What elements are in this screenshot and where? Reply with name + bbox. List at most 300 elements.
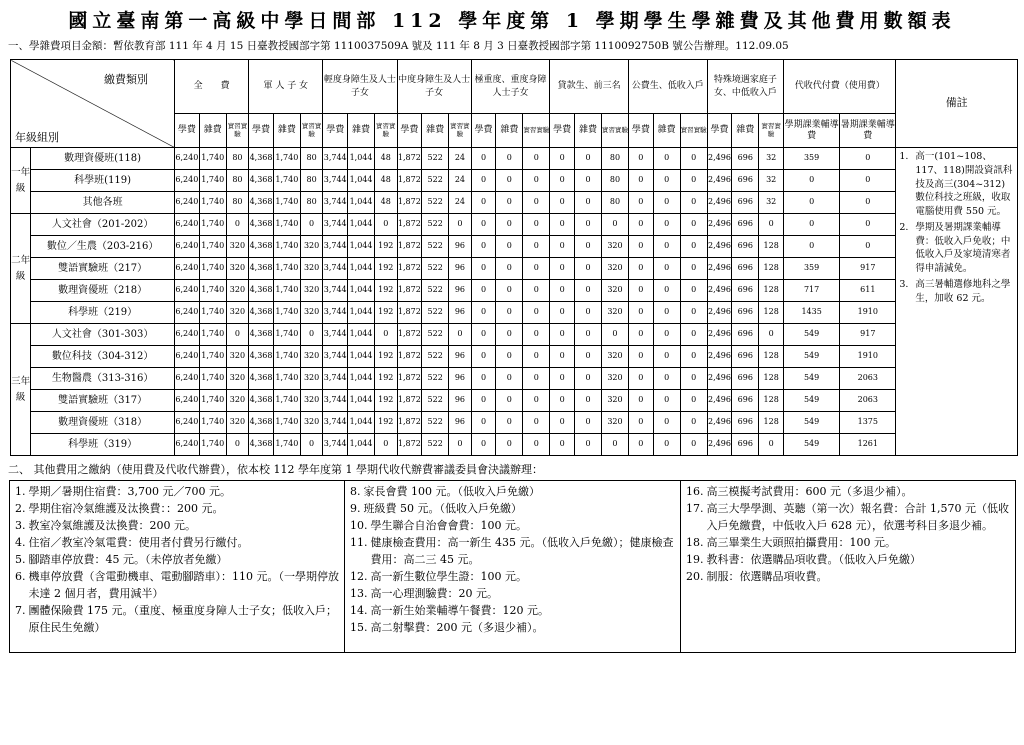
other-fee-item xyxy=(15,602,339,636)
fee-cell: 0 xyxy=(471,258,496,280)
class-name: 人文社會（201-202） xyxy=(31,214,175,236)
table-row xyxy=(11,390,1018,412)
fee-cell: 2,496 xyxy=(707,236,732,258)
class-name: 科學班（319） xyxy=(31,434,175,456)
fee-cell: 0 xyxy=(784,214,840,236)
table-row xyxy=(11,368,1018,390)
remark-text: 高一(101~108、117、118)開設資訊科技及高三(304~312)數位科技之班級，收取電腦使用費 550 元。 xyxy=(915,151,1013,218)
sub-header: 雜費 xyxy=(348,114,375,148)
sub-header: 學費 xyxy=(550,114,575,148)
fee-cell: 2,496 xyxy=(707,390,732,412)
fee-cell: 128 xyxy=(759,302,784,324)
fee-cell: 1,872 xyxy=(397,214,422,236)
fee-cell: 32 xyxy=(759,148,784,170)
fee-cell: 128 xyxy=(759,280,784,302)
fee-cell: 320 xyxy=(601,390,628,412)
class-name: 數理資優班（218） xyxy=(31,280,175,302)
class-name: 數位科技（304-312） xyxy=(31,346,175,368)
fee-cell: 0 xyxy=(653,434,680,456)
item-text: 教室冷氣維護及汰換費：200 元。 xyxy=(28,519,196,533)
grade-label: 二年級 xyxy=(11,214,31,324)
fee-cell: 80 xyxy=(300,170,323,192)
fee-cell: 696 xyxy=(732,368,759,390)
other-fees-table xyxy=(9,480,1016,653)
group-header: 中度身障生及人士子女 xyxy=(397,60,471,114)
fee-cell: 0 xyxy=(550,280,575,302)
fee-cell: 6,240 xyxy=(175,324,200,346)
item-number: 5. xyxy=(15,553,26,567)
fee-cell: 1,044 xyxy=(348,170,375,192)
fee-cell: 0 xyxy=(550,258,575,280)
fee-cell: 0 xyxy=(375,434,398,456)
fee-cell: 0 xyxy=(471,346,496,368)
fee-cell: 0 xyxy=(653,148,680,170)
fee-cell: 0 xyxy=(550,434,575,456)
sub-header: 學費 xyxy=(249,114,274,148)
fee-cell: 4,368 xyxy=(249,258,274,280)
item-number: 1. xyxy=(15,485,26,498)
fee-cell: 0 xyxy=(653,324,680,346)
table-row xyxy=(11,192,1018,214)
sub-header: 雜費 xyxy=(199,114,226,148)
fee-cell: 522 xyxy=(422,346,449,368)
other-fee-item xyxy=(686,568,1010,585)
fee-cell: 1,044 xyxy=(348,412,375,434)
fee-cell: 4,368 xyxy=(249,434,274,456)
group-header: 全 費 xyxy=(175,60,249,114)
fee-cell: 0 xyxy=(680,368,707,390)
remark-number: 3. xyxy=(899,278,909,290)
fee-cell: 6,240 xyxy=(175,412,200,434)
fee-cell: 0 xyxy=(471,280,496,302)
fee-cell: 1,740 xyxy=(199,236,226,258)
item-text: 腳踏車停放費：45 元。（未停放者免繳） xyxy=(28,553,228,567)
fee-cell: 4,368 xyxy=(249,148,274,170)
fee-cell: 1,872 xyxy=(397,258,422,280)
sub-header: 實習實驗 xyxy=(226,114,249,148)
class-name: 雙語實驗班（317） xyxy=(31,390,175,412)
class-name: 科學班（219） xyxy=(31,302,175,324)
sub-header: 學費 xyxy=(707,114,732,148)
fee-cell: 1,740 xyxy=(199,192,226,214)
fee-cell: 1,044 xyxy=(348,390,375,412)
fee-cell: 0 xyxy=(653,280,680,302)
fee-cell: 0 xyxy=(523,324,550,346)
fee-cell: 192 xyxy=(375,368,398,390)
fee-cell: 0 xyxy=(628,434,653,456)
fee-cell: 1,044 xyxy=(348,214,375,236)
item-text: 班級費 50 元。（低收入戶免繳） xyxy=(363,502,522,516)
fee-cell: 696 xyxy=(732,390,759,412)
fee-cell: 1,872 xyxy=(397,236,422,258)
fee-cell: 3,744 xyxy=(323,368,348,390)
fee-cell: 6,240 xyxy=(175,368,200,390)
fee-cell: 192 xyxy=(375,346,398,368)
fee-cell: 0 xyxy=(523,346,550,368)
fee-cell: 0 xyxy=(680,280,707,302)
fee-cell: 192 xyxy=(375,280,398,302)
remarks-list xyxy=(899,150,1014,305)
fee-cell: 696 xyxy=(732,236,759,258)
item-number: 2. xyxy=(15,502,26,516)
fee-cell: 0 xyxy=(680,302,707,324)
fee-cell: 0 xyxy=(680,434,707,456)
fee-cell: 0 xyxy=(628,368,653,390)
table-row xyxy=(11,148,1018,170)
fee-cell: 320 xyxy=(226,236,249,258)
item-number: 11. xyxy=(350,536,368,550)
fee-cell: 0 xyxy=(300,324,323,346)
remark-item xyxy=(899,221,1014,276)
fee-cell: 0 xyxy=(496,434,523,456)
fee-cell: 0 xyxy=(601,434,628,456)
other-fee-item xyxy=(15,500,339,517)
fee-cell: 192 xyxy=(375,412,398,434)
fee-cell: 0 xyxy=(680,258,707,280)
fee-cell: 1910 xyxy=(840,346,896,368)
fee-cell: 320 xyxy=(300,368,323,390)
fee-cell: 0 xyxy=(653,258,680,280)
fee-cell: 80 xyxy=(601,170,628,192)
fee-table xyxy=(10,59,1018,456)
fee-cell: 320 xyxy=(226,412,249,434)
fee-cell: 1,044 xyxy=(348,258,375,280)
fee-cell: 0 xyxy=(523,412,550,434)
fee-cell: 4,368 xyxy=(249,236,274,258)
fee-cell: 1,740 xyxy=(273,280,300,302)
class-name: 數理資優班(118) xyxy=(31,148,175,170)
fee-cell: 320 xyxy=(226,346,249,368)
fee-cell: 1,872 xyxy=(397,280,422,302)
fee-cell: 6,240 xyxy=(175,170,200,192)
item-number: 15. xyxy=(350,621,368,635)
fee-cell: 0 xyxy=(680,214,707,236)
fee-cell: 0 xyxy=(375,214,398,236)
fee-cell: 1,740 xyxy=(273,346,300,368)
fee-cell: 522 xyxy=(422,148,449,170)
remarks-header: 備註 xyxy=(896,60,1018,148)
fee-cell: 717 xyxy=(784,280,840,302)
fee-cell: 1,872 xyxy=(397,346,422,368)
fee-cell: 917 xyxy=(840,258,896,280)
item-text: 高二射擊費：200 元（多退少補）。 xyxy=(370,621,544,635)
fee-cell: 1,740 xyxy=(273,148,300,170)
item-text: 團體保險費 175 元。（重度、極重度身障人士子女；低收入戶；原住民生免繳） xyxy=(28,604,337,635)
fee-cell: 128 xyxy=(759,390,784,412)
remark-number: 1. xyxy=(899,151,909,162)
fee-cell: 522 xyxy=(422,302,449,324)
fee-cell: 0 xyxy=(653,368,680,390)
fee-cell: 2063 xyxy=(840,368,896,390)
fee-cell: 320 xyxy=(601,302,628,324)
table-corner-header xyxy=(11,60,175,148)
other-fee-item xyxy=(686,551,1010,568)
sub-header: 實習實驗 xyxy=(601,114,628,148)
fee-cell: 320 xyxy=(226,390,249,412)
fee-cell: 192 xyxy=(375,302,398,324)
group-header: 軍 人 子 女 xyxy=(249,60,323,114)
fee-cell: 0 xyxy=(449,324,472,346)
fee-cell: 0 xyxy=(653,192,680,214)
fee-cell: 96 xyxy=(449,236,472,258)
fee-cell: 320 xyxy=(300,258,323,280)
fee-cell: 0 xyxy=(628,236,653,258)
fee-cell: 2,496 xyxy=(707,434,732,456)
fee-cell: 0 xyxy=(523,236,550,258)
fee-cell: 3,744 xyxy=(323,148,348,170)
fee-cell: 1,044 xyxy=(348,302,375,324)
fee-cell: 0 xyxy=(496,368,523,390)
fee-cell: 128 xyxy=(759,236,784,258)
fee-cell: 0 xyxy=(496,324,523,346)
fee-cell: 0 xyxy=(680,324,707,346)
fee-cell: 6,240 xyxy=(175,346,200,368)
fee-cell: 1910 xyxy=(840,302,896,324)
item-text: 高一心理測驗費：20 元。 xyxy=(370,587,498,601)
fee-cell: 0 xyxy=(628,302,653,324)
fee-cell: 0 xyxy=(575,324,602,346)
fee-cell: 320 xyxy=(601,236,628,258)
fee-cell: 0 xyxy=(628,192,653,214)
fee-cell: 0 xyxy=(784,236,840,258)
fee-cell: 1,872 xyxy=(397,302,422,324)
fee-cell: 320 xyxy=(226,368,249,390)
other-fee-item xyxy=(15,551,339,568)
fee-cell: 522 xyxy=(422,324,449,346)
fee-cell: 3,744 xyxy=(323,412,348,434)
fee-cell: 1,044 xyxy=(348,280,375,302)
fee-cell: 0 xyxy=(680,390,707,412)
fee-cell: 0 xyxy=(471,148,496,170)
fee-cell: 2,496 xyxy=(707,346,732,368)
fee-cell: 0 xyxy=(575,390,602,412)
fee-cell: 522 xyxy=(422,390,449,412)
fee-cell: 1,872 xyxy=(397,390,422,412)
fee-cell: 0 xyxy=(550,346,575,368)
table-row xyxy=(11,412,1018,434)
fee-cell: 0 xyxy=(550,148,575,170)
fee-cell: 0 xyxy=(449,434,472,456)
other-fee-item xyxy=(686,500,1010,534)
sub-header: 實習實驗 xyxy=(523,114,550,148)
fee-cell: 6,240 xyxy=(175,258,200,280)
fee-cell: 0 xyxy=(523,258,550,280)
class-name: 科學班(119) xyxy=(31,170,175,192)
fee-cell: 0 xyxy=(680,346,707,368)
fee-cell: 0 xyxy=(680,412,707,434)
item-text: 教科書：依選購品項收費。（低收入戶免繳） xyxy=(706,553,921,567)
other-fee-item xyxy=(350,602,675,619)
fee-cell: 0 xyxy=(628,412,653,434)
fee-cell: 549 xyxy=(784,412,840,434)
fee-cell: 0 xyxy=(575,434,602,456)
fee-cell: 0 xyxy=(523,434,550,456)
fee-cell: 0 xyxy=(575,412,602,434)
fee-cell: 0 xyxy=(840,192,896,214)
fee-cell: 320 xyxy=(601,412,628,434)
fee-cell: 80 xyxy=(300,192,323,214)
fee-cell: 6,240 xyxy=(175,302,200,324)
fee-cell: 2,496 xyxy=(707,148,732,170)
fee-cell: 696 xyxy=(732,170,759,192)
fee-cell: 1,740 xyxy=(199,324,226,346)
fee-cell: 0 xyxy=(496,148,523,170)
grade-group-header: 年級組別 xyxy=(15,130,59,144)
table-row xyxy=(11,434,1018,456)
fee-cell: 1,872 xyxy=(397,170,422,192)
fee-cell: 48 xyxy=(375,170,398,192)
fee-cell: 0 xyxy=(575,192,602,214)
fee-cell: 0 xyxy=(496,390,523,412)
fee-cell: 0 xyxy=(840,148,896,170)
fee-cell: 320 xyxy=(601,280,628,302)
grade-label: 三年級 xyxy=(11,324,31,456)
fee-cell: 4,368 xyxy=(249,170,274,192)
fee-cell: 6,240 xyxy=(175,280,200,302)
fee-cell: 549 xyxy=(784,368,840,390)
fee-cell: 80 xyxy=(226,148,249,170)
fee-cell: 0 xyxy=(523,170,550,192)
fee-cell: 1,740 xyxy=(199,148,226,170)
fee-cell: 0 xyxy=(550,192,575,214)
tutoring-fee-header: 暑期課業輔導費 xyxy=(840,114,896,148)
fee-cell: 6,240 xyxy=(175,434,200,456)
remark-number: 2. xyxy=(899,221,909,233)
grade-label: 一年級 xyxy=(11,148,31,214)
fee-cell: 1,740 xyxy=(199,390,226,412)
item-text: 學期住宿冷氣維護及汰換費：：200 元。 xyxy=(28,502,224,516)
fee-cell: 696 xyxy=(732,302,759,324)
fee-cell: 2,496 xyxy=(707,368,732,390)
sub-header: 雜費 xyxy=(732,114,759,148)
sub-header: 學費 xyxy=(471,114,496,148)
item-text: 住宿／教室冷氣電費：使用者付費另行繳付。 xyxy=(28,536,249,550)
fee-cell: 0 xyxy=(575,258,602,280)
item-number: 10. xyxy=(350,519,368,533)
fee-cell: 696 xyxy=(732,346,759,368)
fee-cell: 0 xyxy=(550,324,575,346)
fee-cell: 1,044 xyxy=(348,236,375,258)
fee-cell: 96 xyxy=(449,368,472,390)
class-name: 人文社會（301-303） xyxy=(31,324,175,346)
fee-cell: 80 xyxy=(300,148,323,170)
fee-cell: 0 xyxy=(784,192,840,214)
fee-cell: 320 xyxy=(300,302,323,324)
fee-cell: 1,872 xyxy=(397,148,422,170)
class-name: 數理資優班（318） xyxy=(31,412,175,434)
sub-header: 實習實驗 xyxy=(759,114,784,148)
sub-header: 雜費 xyxy=(422,114,449,148)
fee-cell: 3,744 xyxy=(323,170,348,192)
group-header: 貸款生、前三名 xyxy=(550,60,629,114)
fee-cell: 0 xyxy=(759,214,784,236)
fee-cell: 1,740 xyxy=(273,368,300,390)
item-number: 16. xyxy=(686,485,704,498)
fee-cell: 80 xyxy=(601,148,628,170)
item-number: 4. xyxy=(15,536,26,550)
fee-cell: 320 xyxy=(300,412,323,434)
fee-cell: 1,044 xyxy=(348,346,375,368)
fee-cell: 917 xyxy=(840,324,896,346)
fee-cell: 549 xyxy=(784,390,840,412)
fee-cell: 4,368 xyxy=(249,412,274,434)
fee-cell: 522 xyxy=(422,170,449,192)
fee-cell: 192 xyxy=(375,390,398,412)
fee-cell: 24 xyxy=(449,170,472,192)
fee-cell: 0 xyxy=(550,368,575,390)
fee-cell: 0 xyxy=(784,170,840,192)
fee-cell: 128 xyxy=(759,346,784,368)
fee-cell: 4,368 xyxy=(249,390,274,412)
fee-cell: 0 xyxy=(628,214,653,236)
fee-cell: 0 xyxy=(575,280,602,302)
other-fees-column xyxy=(10,481,345,653)
fee-cell: 0 xyxy=(653,170,680,192)
group-header: 極重度、重度身障人士子女 xyxy=(471,60,550,114)
fee-cell: 0 xyxy=(471,236,496,258)
fee-cell: 3,744 xyxy=(323,280,348,302)
fee-cell: 0 xyxy=(523,280,550,302)
fee-cell: 522 xyxy=(422,434,449,456)
class-name: 生物醫農（313-316） xyxy=(31,368,175,390)
other-fee-item xyxy=(15,568,339,602)
fee-cell: 0 xyxy=(628,390,653,412)
item-text: 高三模擬考試費用：600 元（多退少補）。 xyxy=(706,485,913,498)
remark-text: 高三暑輔選修地科之學生，加收 62 元。 xyxy=(915,278,1011,304)
fee-cell: 192 xyxy=(375,258,398,280)
fee-cell: 3,744 xyxy=(323,434,348,456)
remarks-cell xyxy=(896,148,1018,456)
fee-cell: 1,872 xyxy=(397,434,422,456)
fee-cell: 522 xyxy=(422,214,449,236)
fee-cell: 0 xyxy=(496,192,523,214)
item-text: 家長會費 100 元。（低收入戶免繳） xyxy=(363,485,540,498)
fee-cell: 80 xyxy=(226,170,249,192)
fee-cell: 696 xyxy=(732,148,759,170)
fee-cell: 80 xyxy=(601,192,628,214)
sub-header: 雜費 xyxy=(496,114,523,148)
fee-cell: 0 xyxy=(628,324,653,346)
item-text: 高三大學學測、英聽（第一次）報名費：合計 1,570 元（低收入戶免繳費，中低收入戶 628 元），依選考科目多退少補。 xyxy=(706,502,1009,533)
fee-cell: 4,368 xyxy=(249,280,274,302)
fee-cell: 128 xyxy=(759,368,784,390)
fee-cell: 1,044 xyxy=(348,434,375,456)
table-row xyxy=(11,302,1018,324)
fee-cell: 0 xyxy=(471,214,496,236)
fee-cell: 320 xyxy=(601,368,628,390)
fee-cell: 0 xyxy=(575,236,602,258)
group-header: 代收代付費（使用費） xyxy=(784,60,896,114)
fee-cell: 0 xyxy=(653,346,680,368)
fee-cell: 0 xyxy=(496,214,523,236)
sub-header: 實習實驗 xyxy=(375,114,398,148)
fee-cell: 696 xyxy=(732,214,759,236)
fee-cell: 3,744 xyxy=(323,302,348,324)
fee-cell: 0 xyxy=(550,214,575,236)
fee-cell: 4,368 xyxy=(249,192,274,214)
fee-cell: 0 xyxy=(628,148,653,170)
item-text: 健康檢查費用：高一新生 435 元。（低收入戶免繳）；健康檢查費用：高二三 45 元。 xyxy=(370,536,674,567)
item-number: 7. xyxy=(15,604,26,618)
item-number: 13. xyxy=(350,587,368,601)
fee-cell: 2,496 xyxy=(707,192,732,214)
fee-cell: 96 xyxy=(449,280,472,302)
fee-cell: 0 xyxy=(226,434,249,456)
fee-cell: 0 xyxy=(496,280,523,302)
fee-cell: 1,740 xyxy=(199,302,226,324)
sub-header: 雜費 xyxy=(575,114,602,148)
fee-cell: 0 xyxy=(759,434,784,456)
